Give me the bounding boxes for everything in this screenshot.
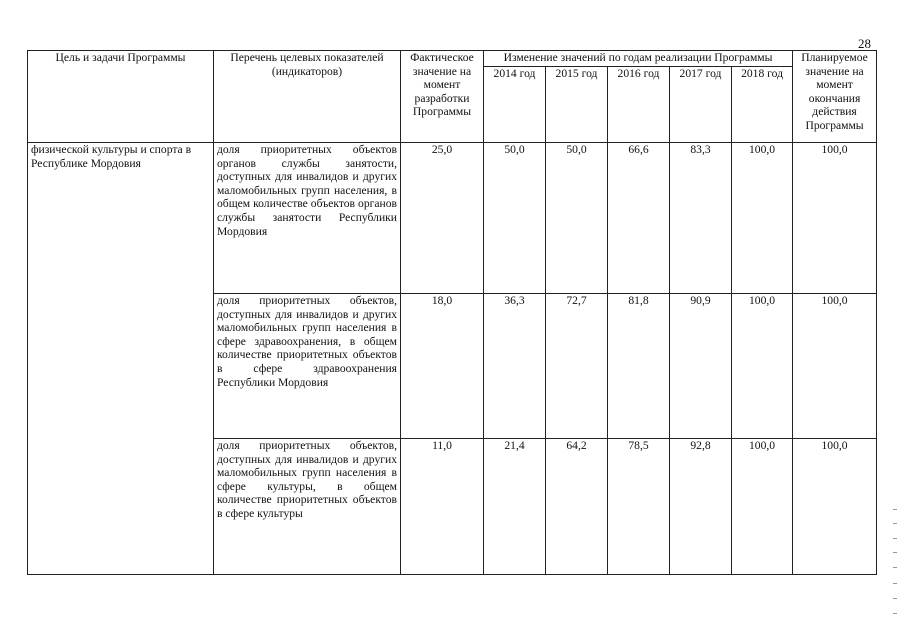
- header-year: 2015 год: [546, 67, 608, 143]
- header-year: 2017 год: [670, 67, 732, 143]
- header-planned: Планируемое значение на момент окончания действия Программы: [793, 51, 877, 143]
- year-value: 50,0: [484, 143, 546, 294]
- year-value: 90,9: [670, 294, 732, 439]
- header-indicators: Перечень целевых показателей (индикаторов): [214, 51, 401, 143]
- year-value: 64,2: [546, 439, 608, 575]
- year-value: 66,6: [608, 143, 670, 294]
- planned-value: 100,0: [793, 143, 877, 294]
- year-value: 100,0: [732, 294, 793, 439]
- scan-artifact: [893, 505, 901, 625]
- actual-value: 11,0: [401, 439, 484, 575]
- year-value: 92,8: [670, 439, 732, 575]
- indicator-cell: доля приоритетных объектов органов службы занятости, доступных для инвалидов и других маломобильных групп населения, в общем количестве объектов органов службы занятости Республики Мордовия: [214, 143, 401, 294]
- planned-value: 100,0: [793, 439, 877, 575]
- actual-value: 25,0: [401, 143, 484, 294]
- indicators-table: [27, 50, 877, 575]
- year-value: 72,7: [546, 294, 608, 439]
- year-value: 21,4: [484, 439, 546, 575]
- table-row: [28, 143, 877, 294]
- header-actual: Фактическое значение на момент разработки Программы: [401, 51, 484, 143]
- year-value: 81,8: [608, 294, 670, 439]
- planned-value: 100,0: [793, 294, 877, 439]
- indicator-cell: доля приоритетных объектов, доступных для инвалидов и других маломобильных групп населения в сфере культуры, в общем количестве приоритетных объектов в сфере культуры: [214, 439, 401, 575]
- header-change: Изменение значений по годам реализации Программы: [484, 51, 793, 67]
- actual-value: 18,0: [401, 294, 484, 439]
- header-year: 2018 год: [732, 67, 793, 143]
- indicator-cell: доля приоритетных объектов, доступных для инвалидов и других маломобильных групп населения в сфере здравоохранения, в общем количестве приоритетных объектов в сфере здравоохранения Республики Мордовия: [214, 294, 401, 439]
- year-value: 83,3: [670, 143, 732, 294]
- header-year: 2014 год: [484, 67, 546, 143]
- header-year: 2016 год: [608, 67, 670, 143]
- header-goal: Цель и задачи Программы: [28, 51, 214, 143]
- year-value: 100,0: [732, 439, 793, 575]
- year-value: 78,5: [608, 439, 670, 575]
- year-value: 36,3: [484, 294, 546, 439]
- goal-cell: физической культуры и спорта в Республике Мордовия: [28, 143, 214, 575]
- page-number: 28: [858, 36, 871, 51]
- year-value: 50,0: [546, 143, 608, 294]
- year-value: 100,0: [732, 143, 793, 294]
